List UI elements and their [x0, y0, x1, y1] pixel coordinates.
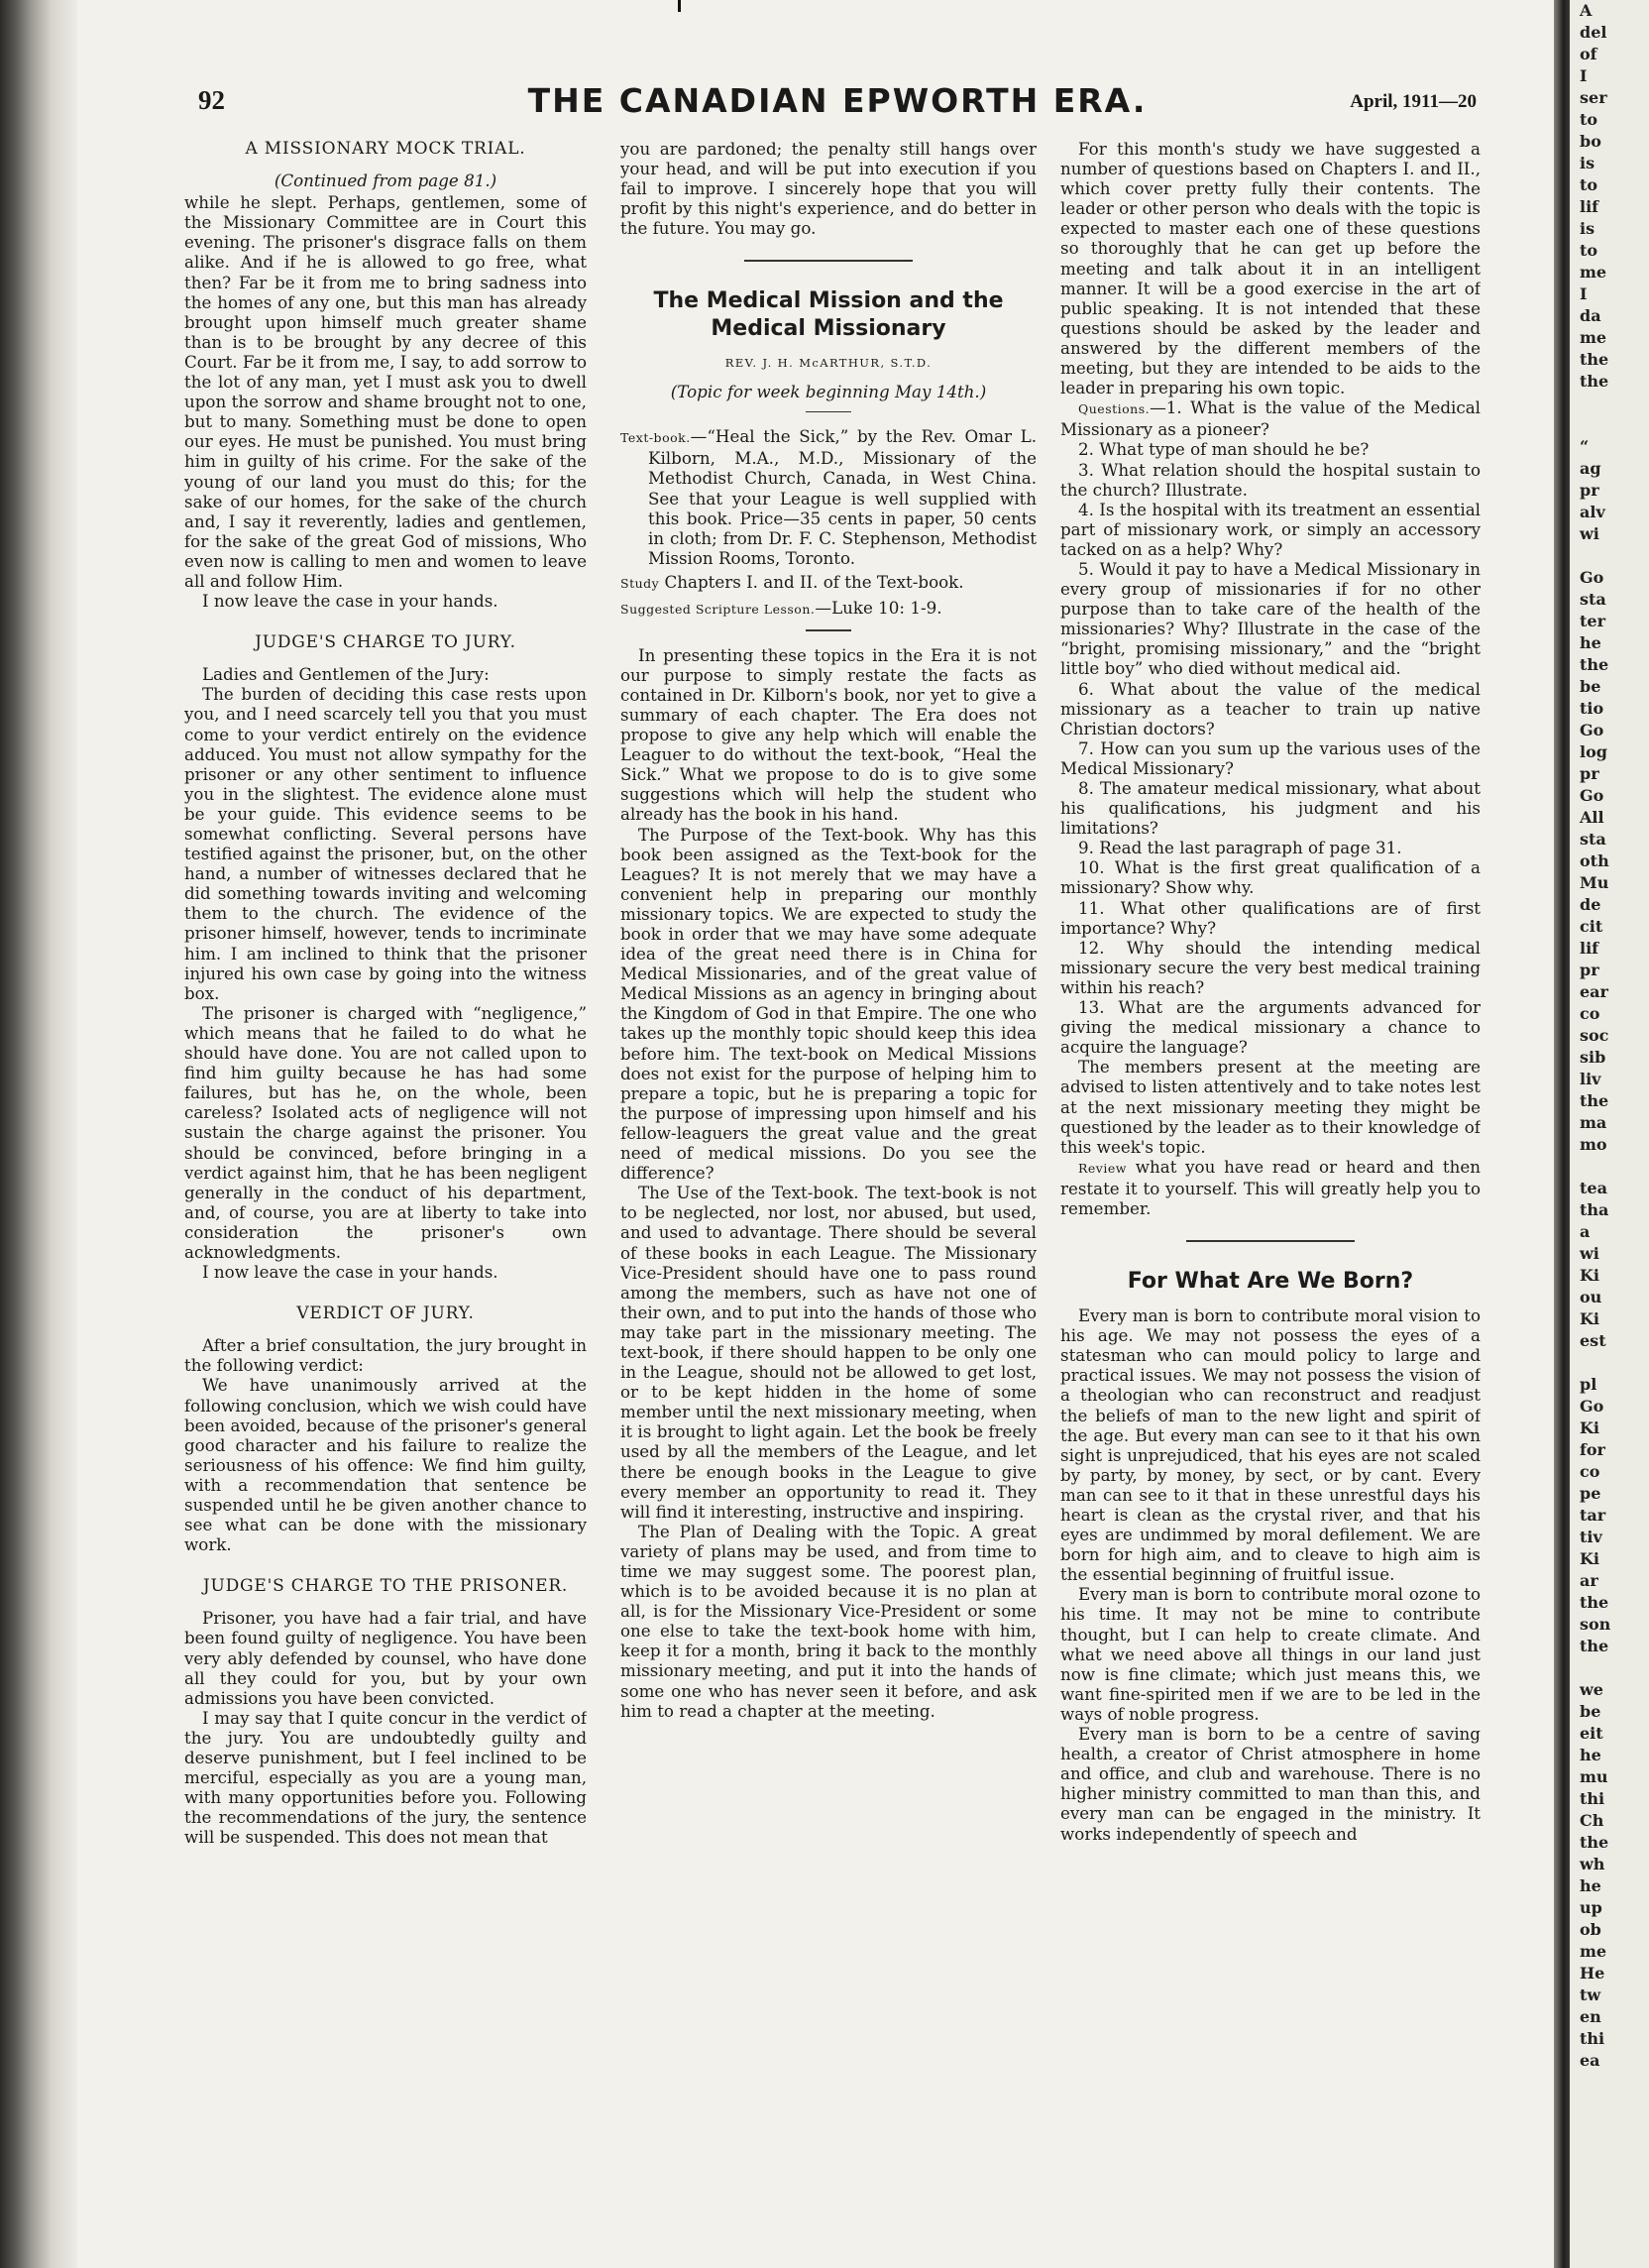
- next-page-fragment: [1580, 1352, 1649, 1374]
- next-page-fragment: est: [1580, 1331, 1606, 1350]
- next-page-fragment: tw: [1580, 1985, 1601, 2004]
- next-page-fragment: Go: [1580, 568, 1604, 587]
- next-page-fragment: Ki: [1580, 1549, 1599, 1568]
- next-page-fragment: ea: [1580, 2051, 1600, 2070]
- next-page-fragment: co: [1580, 1004, 1600, 1023]
- section-heading: A MISSIONARY MOCK TRIAL.: [245, 139, 526, 159]
- next-page-fragment: we: [1580, 1680, 1603, 1699]
- next-page-fragment: sta: [1580, 830, 1606, 849]
- textbook-entry: [620, 426, 1037, 568]
- section-heading: VERDICT OF JURY.: [296, 1304, 475, 1324]
- review-label: Review: [1078, 1160, 1127, 1176]
- next-page-fragment: the: [1580, 1091, 1609, 1110]
- next-page-fragment: tar: [1580, 1506, 1606, 1525]
- next-page-fragment: All: [1580, 808, 1604, 827]
- next-page-fragment: a: [1580, 1222, 1591, 1241]
- next-page-fragment: [1580, 393, 1649, 414]
- next-page-fragment: up: [1580, 1898, 1602, 1917]
- top-mark: [678, 0, 681, 12]
- next-page-fragment: da: [1580, 306, 1601, 325]
- next-page-fragment: Go: [1580, 786, 1604, 805]
- next-page-fragment: be: [1580, 1702, 1601, 1721]
- next-page-fragment: cit: [1580, 917, 1603, 936]
- next-page-fragment: for: [1580, 1440, 1605, 1459]
- study-label: Study: [620, 575, 660, 591]
- book-binding-shadow: [0, 0, 77, 2268]
- next-page-fragment: Mu: [1580, 873, 1609, 892]
- next-page-fragment: tea: [1580, 1179, 1607, 1197]
- continued-note: (Continued from page 81.): [274, 170, 497, 191]
- question-paragraph: 5. Would it pay to have a Medical Missionary in every group of missionaries if for no other purpose than to take care of the health of the missionaries? Why? Illustrate in the case of the “bright, promising missionary,” and the “bright little boy” who died without medical aid.: [1060, 558, 1481, 679]
- paragraph: We have unanimously arrived at the following conclusion, which we wish could have been avoided, because of the prisoner's general good character and his failure to realize the seriousness of his offence: We find him guilty, with a recommendation that sentence be suspended until he be given another chance to see what can be done with the missionary work.: [184, 1375, 587, 1555]
- paragraph: After a brief consultation, the jury brought in the following verdict:: [184, 1335, 587, 1376]
- next-page-fragment: sta: [1580, 590, 1606, 609]
- separator-rule: [1186, 1240, 1355, 1242]
- next-page-fragment: the: [1580, 1637, 1609, 1655]
- review-paragraph: [1060, 1157, 1481, 1218]
- scripture-label: Suggested Scripture Lesson.: [620, 602, 816, 617]
- next-page-fragment: en: [1580, 2007, 1601, 2026]
- next-page-fragment: son: [1580, 1615, 1611, 1634]
- next-page-fragment: lif: [1580, 197, 1599, 216]
- next-page-fragment: is: [1580, 219, 1595, 238]
- next-page-fragment: pr: [1580, 481, 1599, 500]
- next-page-fragment: pl: [1580, 1375, 1597, 1394]
- page-title: THE CANADIAN EPWORTH ERA.: [527, 81, 1148, 120]
- next-page-fragment: me: [1580, 1942, 1607, 1961]
- question-paragraph: 2. What type of man should he be?: [1078, 439, 1370, 460]
- next-page-fragment: Ch: [1580, 1811, 1604, 1830]
- next-page-fragment: wh: [1580, 1855, 1605, 1873]
- question-paragraph: 12. Why should the intending medical missionary secure the very best medical training within his reach?: [1060, 937, 1481, 997]
- question-paragraph: 3. What relation should the hospital sustain to the church? Illustrate.: [1060, 459, 1481, 500]
- paragraph: The Use of the Text-book. The text-book is not to be neglected, nor lost, nor abused, but used, and used to advantage. There should be several of these books in each League. The Missionary Vice-President should have one to pass round among the members, such as have not one of their own, and to put into the hands of those who may take part in the missionary meeting. The text-book, if there should happen to be only one in the League, should not be allowed to get lost, or to be kept hidden in the home of some member until the next missionary meeting, when it is brought to light again. Let the book be freely used by all the members of the League, and let there be enough books in the League to give every member an opportunity to read it. They will find it interesting, instructive and inspiring.: [620, 1183, 1037, 1522]
- paragraph: Every man is born to contribute moral vision to his age. We may not possess the eyes of a statesman who can mould policy to large and practical issues. We may not possess the vision of a theologian who can reconstruct and readjust the beliefs of man to the new light and spirit of the age. But every man can see to it that his own sight is unprejudiced, that his eyes are not scaled by party, by money, by sect, or by cant. Every man can see to it that in these unrestful days his heart is clean as the crystal river, and that his eyes are undimmed by moral defilement. We are born for high aim, and to cleave to high aim is the essential beginning of fruitful issue.: [1060, 1305, 1481, 1585]
- next-page-fragment: [1580, 545, 1649, 567]
- question-paragraph: 13. What are the arguments advanced for giving the medical missionary a chance to acquire the language?: [1060, 997, 1481, 1058]
- next-page-fragment: pr: [1580, 764, 1599, 783]
- article-title-line: Medical Missionary: [711, 316, 946, 342]
- page-date: April, 1911—20: [1350, 91, 1477, 112]
- next-page-fragment: tio: [1580, 699, 1604, 718]
- next-page-fragment: wi: [1580, 524, 1599, 543]
- next-page-fragment: liv: [1580, 1070, 1601, 1088]
- next-page-fragment: bo: [1580, 132, 1601, 151]
- next-page-fragment: oth: [1580, 851, 1609, 870]
- next-page-fragment: Go: [1580, 1397, 1604, 1416]
- next-page-fragment: the: [1580, 655, 1609, 674]
- next-page-fragment: [1580, 414, 1649, 436]
- question-paragraph: 7. How can you sum up the various uses of the Medical Missionary?: [1060, 737, 1481, 778]
- next-page-fragment: I: [1580, 66, 1588, 85]
- paragraph: For this month's study we have suggested a number of questions based on Chapters I. and II., which cover pretty fully their contents. The leader or other person who deals with the topic is expected to master each one of these questions so thoroughly that he can get up before the meeting and talk about it in an intelligent manner. It will be a good exercise in the art of public speaking. It is not intended that these questions should be asked by the leader and answered by the different members of the meeting, but they are intended to be aids to the leader in preparing his own topic.: [1060, 139, 1481, 398]
- byline: REV. J. H. McARTHUR, S.T.D.: [724, 356, 933, 371]
- article-title: [620, 287, 1037, 343]
- next-page-fragment: pe: [1580, 1484, 1601, 1503]
- next-page-fragment: me: [1580, 263, 1607, 282]
- next-page-fragment: to: [1580, 241, 1598, 260]
- column-2: [620, 139, 1037, 2240]
- next-page-fragment: wi: [1580, 1244, 1599, 1263]
- paragraph: you are pardoned; the penalty still hangs over your head, and will be put into execution if you fail to improve. I sincerely hope that you will profit by this night's experience, and do better in the future. You may go.: [620, 139, 1037, 239]
- paragraph: Every man is born to contribute moral ozone to his time. It may not be mine to contribute thought, but I can help to create climate. And what we need above all things in our land just now is fine climate; which just means this, we want fine-spirited men if we are to be led in the ways of noble progress.: [1060, 1584, 1481, 1724]
- paragraph: Ladies and Gentlemen of the Jury:: [202, 664, 490, 685]
- next-page-fragment: is: [1580, 154, 1595, 172]
- next-page-fragment: of: [1580, 45, 1597, 63]
- next-page-fragment: I: [1580, 284, 1588, 303]
- page-gutter: [1554, 0, 1570, 2268]
- column-3: [1060, 139, 1481, 2240]
- scripture-entry: [620, 598, 1037, 620]
- page-number: 92: [198, 85, 225, 115]
- questions-label: Questions.: [1078, 401, 1151, 417]
- next-page-fragment: be: [1580, 677, 1601, 696]
- question-paragraph: 9. Read the last paragraph of page 31.: [1078, 838, 1402, 858]
- next-page-fragment: mu: [1580, 1767, 1608, 1786]
- question-paragraph: 6. What about the value of the medical missionary as a teacher to train up native Christian doctors?: [1060, 678, 1481, 738]
- separator-rule: [806, 411, 851, 413]
- next-page-fragment: the: [1580, 1593, 1609, 1612]
- paragraph: Every man is born to be a centre of saving health, a creator of Christ atmosphere in home and office, and club and warehouse. There is no higher ministry committed to man than this, and every man can be engaged in the ministry. It works independently of speech and: [1060, 1724, 1481, 1844]
- next-page-fragment: the: [1580, 372, 1609, 391]
- next-page-fragment: to: [1580, 110, 1598, 129]
- next-page-fragment: eit: [1580, 1724, 1603, 1743]
- next-page-fragment: ear: [1580, 982, 1608, 1001]
- question-text: —1. What is the value of the Medical Missionary as a pioneer?: [1060, 397, 1481, 440]
- column-1: [184, 139, 587, 2240]
- question-paragraph: 11. What other qualifications are of first importance? Why?: [1060, 897, 1481, 938]
- scripture-text: —Luke 10: 1-9.: [815, 598, 942, 618]
- next-page-fragment: tiv: [1580, 1528, 1602, 1546]
- section-heading: JUDGE'S CHARGE TO JURY.: [255, 632, 516, 653]
- next-page-fragment: he: [1580, 1876, 1601, 1895]
- paragraph: The burden of deciding this case rests upon you, and I need scarcely tell you that you must come to your verdict entirely on the evidence adduced. You must not allow sympathy for the prisoner or any other sentiment to influence you in the slightest. The evidence alone must be your guide. This evidence seems to be somewhat conflicting. Several persons have testified against the prisoner, but, on the other hand, a number of witnesses declared that he did something towards inviting and welcoming them to the church. The evidence of the prisoner himself, however, tends to incriminate him. I am inclined to think that the prisoner injured his own case by going into the witness box.: [184, 684, 587, 1003]
- next-page-fragment: Ki: [1580, 1309, 1599, 1328]
- next-page-fragment: ag: [1580, 459, 1601, 478]
- next-page-fragment: thi: [1580, 1789, 1605, 1808]
- next-page-fragment: me: [1580, 328, 1607, 347]
- next-page-fragment: mo: [1580, 1135, 1607, 1154]
- textbook-label: Text-book.: [620, 430, 691, 446]
- next-page-fragment: Go: [1580, 721, 1604, 739]
- page-header: [198, 81, 1477, 125]
- separator-rule: [744, 260, 913, 262]
- paragraph: while he slept. Perhaps, gentlemen, some of the Missionary Committee are in Court this evening. The prisoner's disgrace falls on them alike. And if he is allowed to go free, what then? Far be it from me to bring sadness into the homes of any one, but this man has already brought upon himself much greater shame than is to be brought by any decree of this Court. Far be it from me, I say, to add sorrow to the lot of any man, yet I must ask you to dwell upon the sorrow and shame brought not to one, but to many. Something must be done to open our eyes. He must be punished. You must bring him in guilty of his crime. For the sake of the young of our land you must do this; for the sake of our homes, for the sake of the church and, I say it reverently, ladies and gentlemen, for the sake of the great God of missions, Who even now is calling to men and women to leave all and follow Him.: [184, 192, 587, 591]
- next-page-fragment: ma: [1580, 1113, 1607, 1132]
- next-page-fragment: [1580, 1657, 1649, 1679]
- next-page-fragment: he: [1580, 1746, 1601, 1764]
- study-entry: [620, 572, 1037, 594]
- paragraph: Prisoner, you have had a fair trial, and have been found guilty of negligence. You have been very ably defended by counsel, who have done all they could for you, but by your own admissions you have been convicted.: [184, 1608, 587, 1708]
- paragraph: In presenting these topics in the Era it is not our purpose to simply restate the facts as contained in Dr. Kilborn's book, nor yet to give a summary of each chapter. The Era does not propose to give any help which will enable the Leaguer to do without the text-book, “Heal the Sick.” What we propose to do is to give some suggestions which will help the student who already has the book in his hand.: [620, 644, 1037, 825]
- paragraph: The Purpose of the Text-book. Why has this book been assigned as the Text-book for the Leagues? It is not merely that we may have a convenient help in preparing our monthly missionary topics. We are expected to study the book in order that we may have some adequate idea of the great need there is in China for Medical Missionaries, and of the great value of Medical Missions as an agency in bringing about the Kingdom of God in that Empire. The one who takes up the monthly topic should keep this idea before him. The text-book on Medical Missions does not exist for the purpose of helping him to prepare a topic, but he is preparing a topic for the purpose of impressing upon himself and his fellow-leaguers the great value and the great need of medical missions. Do you see the difference?: [620, 824, 1037, 1184]
- separator-rule: [806, 629, 851, 631]
- section-heading: JUDGE'S CHARGE TO THE PRISONER.: [202, 1576, 569, 1597]
- next-page-fragment: alv: [1580, 503, 1605, 521]
- study-text: Chapters I. and II. of the Text-book.: [659, 571, 964, 592]
- next-page-fragment: the: [1580, 350, 1609, 369]
- next-page-edge: [1570, 0, 1649, 2268]
- paragraph: The prisoner is charged with “negligence,” which means that he failed to do what he should have done. You are not called upon to find him guilty because he has had some failures, but has he, on the whole, been careless? Isolated acts of negligence will not sustain the charge against the prisoner. You should be convinced, before bringing in a verdict against him, that he has been negligent generally in the conduct of his department, and, of course, you are at liberty to take into consideration the prisoner's own acknowledgments.: [184, 1002, 587, 1262]
- next-page-fragment: lif: [1580, 939, 1599, 958]
- paragraph: The Plan of Dealing with the Topic. A great variety of plans may be used, and from time to time we may suggest some. The poorest plan, which is to be avoided because it is no plan at all, is for the Missionary Vice-President or some one else to take the text-book home with him, keep it for a month, bring it back to the monthly missionary meeting, and put it into the hands of some one who has never seen it before, and ask him to read a chapter at the meeting.: [620, 1521, 1037, 1721]
- next-page-fragment: ter: [1580, 612, 1605, 630]
- next-page-fragment: ser: [1580, 88, 1607, 107]
- next-page-fragment: Ki: [1580, 1418, 1599, 1437]
- next-page-fragment: del: [1580, 23, 1607, 42]
- next-page-fragment: A: [1580, 1, 1593, 20]
- next-page-fragment: he: [1580, 633, 1601, 652]
- next-page-fragment: to: [1580, 175, 1598, 194]
- next-page-fragment: He: [1580, 1964, 1605, 1983]
- question-paragraph: [1060, 397, 1481, 439]
- next-page-fragment: thi: [1580, 2029, 1605, 2048]
- next-page-fragment: ar: [1580, 1571, 1598, 1590]
- next-page-fragment: sib: [1580, 1048, 1606, 1067]
- paragraph: I now leave the case in your hands.: [202, 1262, 498, 1283]
- next-page-fragment: “: [1580, 437, 1590, 456]
- next-page-fragment: the: [1580, 1833, 1609, 1852]
- next-page-fragment: log: [1580, 742, 1607, 761]
- next-page-fragment: [1580, 1156, 1649, 1178]
- paragraph: The members present at the meeting are advised to listen attentively and to take notes lest at the next missionary meeting they might be questioned by the leader as to their knowledge of this week's topic.: [1060, 1057, 1481, 1157]
- textbook-text: —“Heal the Sick,” by the Rev. Omar L. Kilborn, M.A., M.D., Missionary of the Methodist Church, Canada, in West China. See that your League is well supplied with this book. Price—35 cents in paper, 50 cents in cloth; from Dr. F. C. Stephenson, Methodist Mission Rooms, Toronto.: [648, 426, 1037, 568]
- next-page-fragment: Ki: [1580, 1266, 1599, 1285]
- next-page-fragment: soc: [1580, 1026, 1609, 1045]
- question-paragraph: 8. The amateur medical missionary, what about his qualifications, his judgment and his limitations?: [1060, 778, 1481, 839]
- article-title-line: The Medical Mission and the: [653, 288, 1004, 314]
- paragraph: I may say that I quite concur in the verdict of the jury. You are undoubtedly guilty and deserve punishment, but I feel inclined to be merciful, especially as you are a young man, with many opportunities before you. Following the recommendations of the jury, the sentence will be suspended. This does not mean that: [184, 1707, 587, 1848]
- next-page-fragment: co: [1580, 1462, 1600, 1481]
- review-text: what you have read or heard and then restate it to yourself. This will greatly help you to remember.: [1060, 1156, 1481, 1218]
- question-paragraph: 10. What is the first great qualification of a missionary? Show why.: [1060, 857, 1481, 898]
- question-paragraph: 4. Is the hospital with its treatment an essential part of missionary work, or simply an accessory tacked on as a help? Why?: [1060, 499, 1481, 559]
- topic-note: (Topic for week beginning May 14th.): [670, 381, 987, 401]
- next-page-fragment: tha: [1580, 1200, 1609, 1219]
- article-title: For What Are We Born?: [1127, 1269, 1414, 1295]
- next-page-fragment: ob: [1580, 1920, 1601, 1939]
- next-page-fragment: pr: [1580, 961, 1599, 979]
- paragraph: I now leave the case in your hands.: [202, 591, 498, 612]
- next-page-fragment: ou: [1580, 1288, 1602, 1306]
- next-page-fragment: de: [1580, 895, 1601, 914]
